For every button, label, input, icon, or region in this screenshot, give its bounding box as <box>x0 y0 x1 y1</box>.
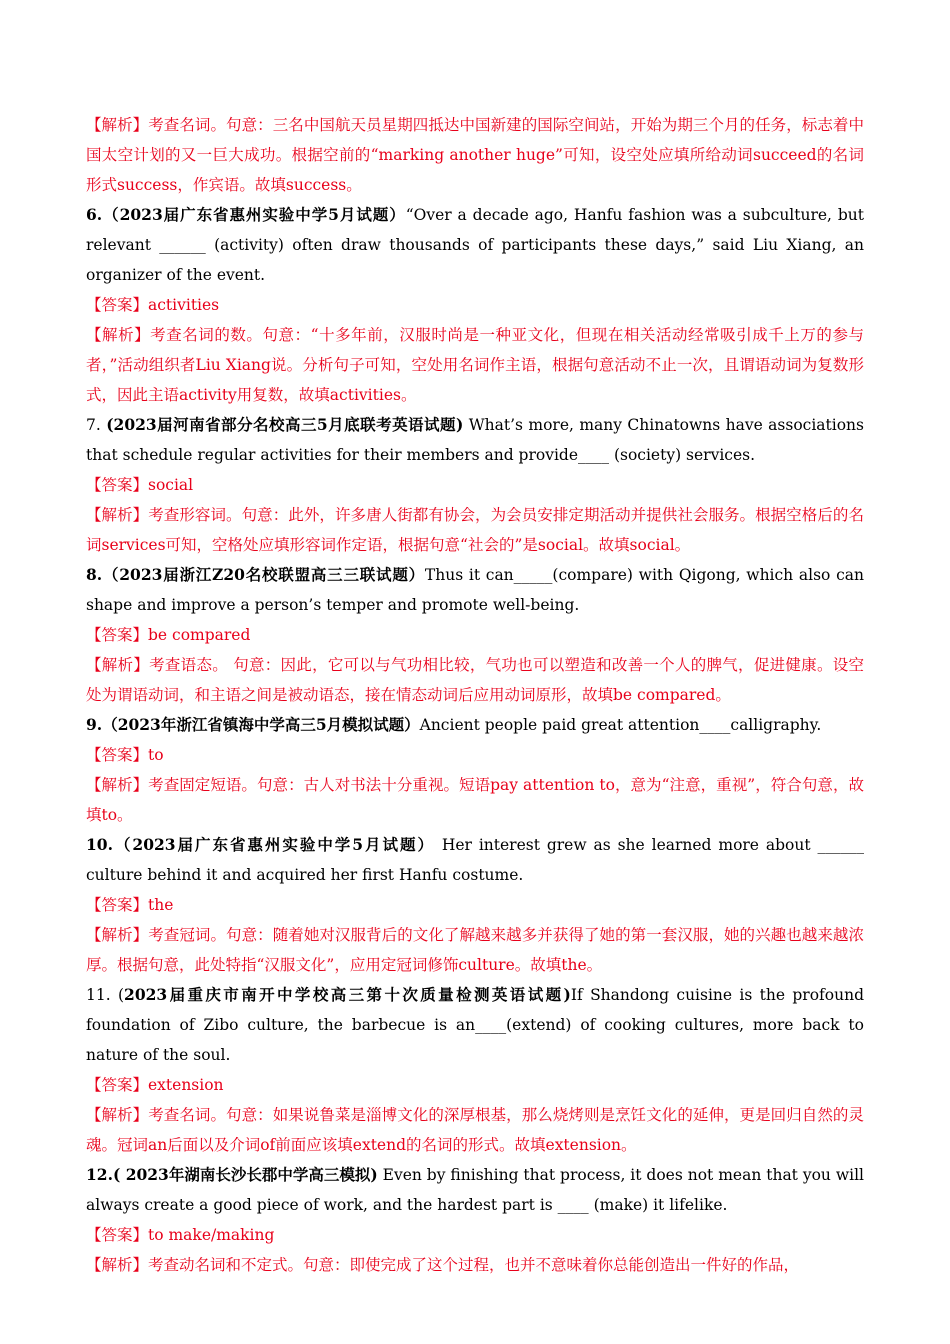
item9-question-text: Ancient people paid great attention____calligraphy. <box>419 716 822 734</box>
item11-answer: 【答案】extension <box>86 1076 224 1094</box>
item12-answer: 【答案】to make/making <box>86 1226 275 1244</box>
item8-number: 8. <box>86 565 103 584</box>
item9-source: （2023年浙江省镇海中学高三5月模拟试题） <box>102 715 420 734</box>
item8-analysis: 【解析】考查语态。 句意：因此，它可以与气功相比较，气功也可以塑造和改善一个人的脾气，促进健康。设空处为谓语动词，和主语之间是被动语态，接在情态动词后应用动词原形，故填be compared。 <box>86 656 864 704</box>
item7-analysis: 【解析】考查形容词。句意：此外，许多唐人街都有协会，为会员安排定期活动并提供社会服务。根据空格后的名词services可知，空格处应填形容词作定语，根据句意“社会的”是social。故填social。 <box>86 506 864 554</box>
item6-question-text: “Over a decade ago, Hanfu fashion was a subculture, but relevant ______ (activity) often draw thousands of participants these days,” said Liu Xiang, an organizer of the event. <box>86 206 864 284</box>
item7-question <box>86 410 864 470</box>
item7-answer: 【答案】social <box>86 476 194 494</box>
item11-analysis: 【解析】考查名词。句意：如果说鲁菜是淄博文化的深厚根基，那么烧烤则是烹饪文化的延伸，更是回归自然的灵魂。冠词an后面以及介词of前面应该填extend的名词的形式。故填extension。 <box>86 1106 864 1154</box>
item6-source: （2023届广东省惠州实验中学5月试题） <box>102 205 406 224</box>
item12-question-text: Even by finishing that process, it does not mean that you will always create a good piece of work, and the hardest part is ____ (make) it lifelike. <box>86 1166 864 1214</box>
item6-analysis: 【解析】考查名词的数。句意：“十多年前，汉服时尚是一种亚文化，但现在相关活动经常吸引成千上万的参与者，”活动组织者Liu Xiang说。分析句子可知，空处用名词作主语，根据句意活动不止一次，且谓语动词为复数形式，因此主语activity用复数，故填activities。 <box>86 326 864 404</box>
item10-analysis: 【解析】考查冠词。句意：随着她对汉服背后的文化了解越来越多并获得了她的第一套汉服，她的兴趣也越来越浓厚。根据句意，此处特指“汉服文化”，应用定冠词修饰culture。故填the。 <box>86 926 864 974</box>
item10-source: （2023届广东省惠州实验中学5月试题） <box>112 835 435 854</box>
item12-analysis: 【解析】考查动名词和不定式。句意：即使完成了这个过程，也并不意味着你总能创造出一件好的作品， <box>86 1256 800 1274</box>
item6-question <box>86 200 864 290</box>
item11-question <box>86 980 864 1070</box>
item6-answer: 【答案】activities <box>86 296 220 314</box>
item8-question-text: Thus it can_____(compare) with Qigong, which also can shape and improve a person’s temper and promote well-being. <box>86 566 864 614</box>
item12-number: 12. <box>86 1165 113 1184</box>
item5-analysis: 【解析】考查名词。句意：三名中国航天员星期四抵达中国新建的国际空间站，开始为期三个月的任务，标志着中国太空计划的又一巨大成功。根据空前的“marking another huge”可知，设空处应填所给动词succeed的名词形式success，作宾语。故填success。 <box>86 116 864 194</box>
item9-question <box>86 710 864 740</box>
item11-question-text: If Shandong cuisine is the profound foundation of Zibo culture, the barbecue is an____(extend) of cooking cultures, more back to nature of the soul. <box>86 986 864 1064</box>
item9-analysis: 【解析】考查固定短语。句意：古人对书法十分重视。短语pay attention to，意为“注意，重视”，符合句意，故填to。 <box>86 776 864 824</box>
item12-source: ( 2023年湖南长沙长郡中学高三模拟) <box>112 1165 378 1184</box>
item8-answer: 【答案】be compared <box>86 626 251 644</box>
item7-source: (2023届河南省部分名校高三5月底联考英语试题) <box>106 415 464 434</box>
item11-source: 2023届重庆市南开中学校高三第十次质量检测英语试题) <box>124 985 571 1004</box>
item7-question-text: What’s more, many Chinatowns have associations that schedule regular activities for their members and provide____ (society) services. <box>86 416 864 464</box>
item12-question <box>86 1160 864 1220</box>
item6-number: 6. <box>86 205 103 224</box>
item9-number: 9. <box>86 715 103 734</box>
item8-source: （2023届浙江Z20名校联盟高三三联试题） <box>102 565 425 584</box>
item7-number: 7. <box>86 416 101 434</box>
item9-answer: 【答案】to <box>86 746 164 764</box>
item11-number: 11. ( <box>86 986 125 1004</box>
item8-question <box>86 560 864 620</box>
item10-question-text: Her interest grew as she learned more about ______ culture behind it and acquired her first Hanfu costume. <box>86 836 864 884</box>
item10-answer: 【答案】the <box>86 896 174 914</box>
item10-question <box>86 830 864 890</box>
item10-number: 10. <box>86 835 113 854</box>
